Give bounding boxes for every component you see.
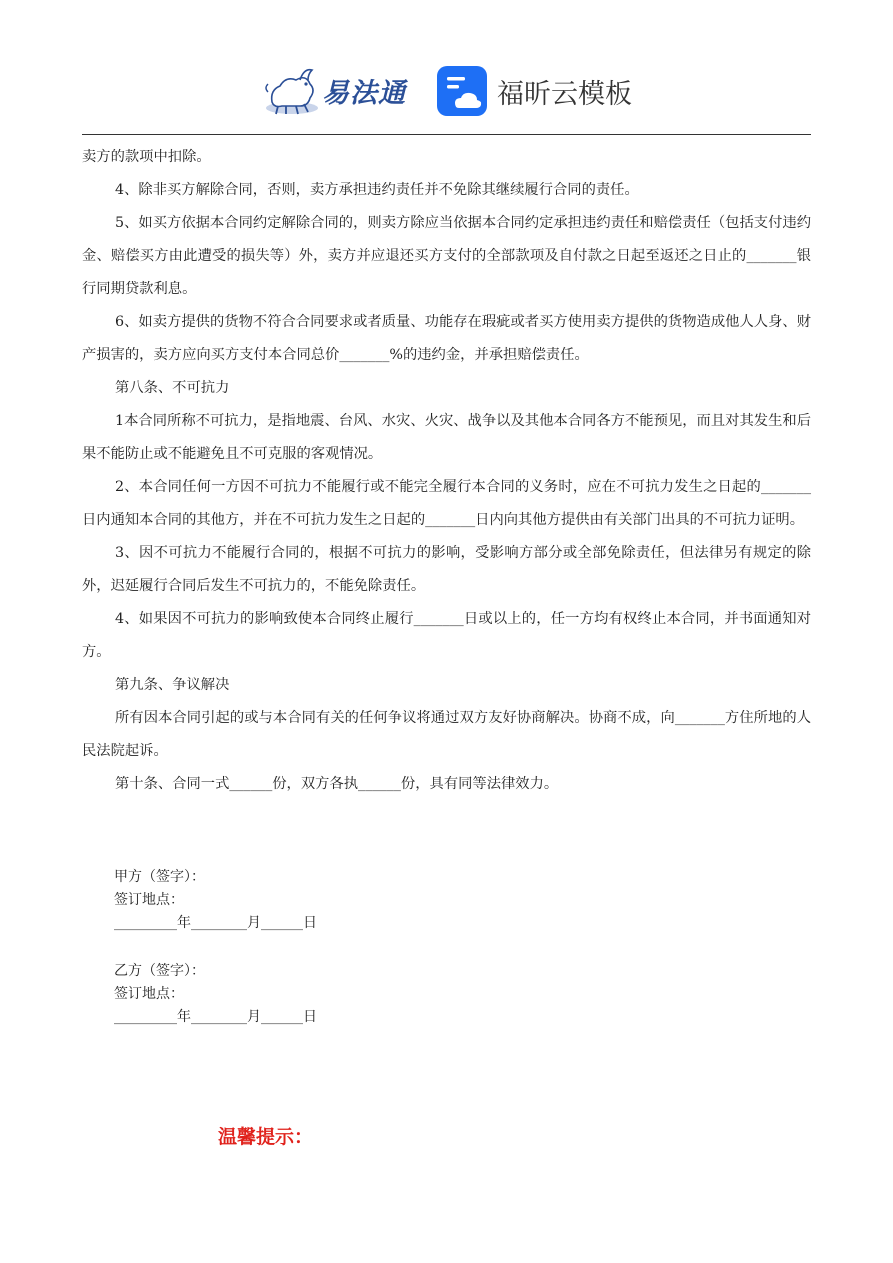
- logo2-text: 福昕云模板: [497, 78, 632, 110]
- section-heading: 第九条、争议解决: [115, 677, 230, 693]
- party-b-sign-label: 乙方（签字）：: [114, 963, 205, 979]
- page-header: [0, 0, 893, 134]
- paragraph: 6、如卖方提供的货物不符合合同要求或者质量、功能存在瑕疵或者买方使用卖方提供的货物造成他人人身、财产损害的，卖方应向买方支付本合同总价_______%的违约金，并承担赔偿责任。: [82, 314, 811, 363]
- section-heading: 第八条、不可抗力: [115, 380, 230, 396]
- paragraph: 4、如果因不可抗力的影响致使本合同终止履行_______日或以上的，任一方均有权终止本合同，并书面通知对方。: [82, 611, 811, 660]
- paragraph: 3、因不可抗力不能履行合同的，根据不可抗力的影响，受影响方部分或全部免除责任，但法律另有规定的除外，迟延履行合同后发生不可抗力的，不能免除责任。: [82, 545, 811, 594]
- party-a-date: _________年________月______日: [114, 915, 317, 931]
- party-a-place-label: 签订地点：: [114, 892, 184, 908]
- contract-body: [82, 141, 811, 801]
- paragraph: 第十条、合同一式______份，双方各执______份，具有同等法律效力。: [115, 776, 559, 792]
- warm-tip-heading: 温馨提示：: [218, 1126, 314, 1148]
- party-a-sign-label: 甲方（签字）：: [114, 869, 205, 885]
- logo1-text: 易法通: [322, 77, 406, 109]
- paragraph: 1本合同所称不可抗力，是指地震、台风、水灾、火灾、战争以及其他本合同各方不能预见，而且对其发生和后果不能防止或不能避免且不可克服的客观情况。: [82, 413, 811, 462]
- paragraph: 2、本合同任何一方因不可抗力不能履行或不能完全履行本合同的义务时，应在不可抗力发生之日起的_______日内通知本合同的其他方，并在不可抗力发生之日起的_______日内向其他方提供由有关部门出具的不可抗力证明。: [82, 479, 811, 528]
- header-divider: [82, 134, 811, 135]
- party-a-signature-block: [114, 866, 317, 935]
- yifatong-logo: [262, 62, 412, 118]
- paragraph: 5、如买方依据本合同约定解除合同的，则卖方除应当依据本合同约定承担违约责任和赔偿责任（包括支付违约金、赔偿买方由此遭受的损失等）外，卖方并应退还买方支付的全部款项及自付款之日起至返还之日止的_______银行同期贷款利息。: [82, 215, 811, 297]
- party-b-signature-block: [114, 960, 317, 1029]
- paragraph: 所有因本合同引起的或与本合同有关的任何争议将通过双方友好协商解决。协商不成，向_______方住所地的人民法院起诉。: [82, 710, 811, 759]
- party-b-date: _________年________月______日: [114, 1009, 317, 1025]
- qilin-icon: [262, 62, 320, 118]
- cloud-doc-icon: [437, 66, 487, 116]
- paragraph: 卖方的款项中扣除。: [82, 149, 211, 165]
- party-b-place-label: 签订地点：: [114, 986, 184, 1002]
- paragraph: 4、除非买方解除合同，否则，卖方承担违约责任并不免除其继续履行合同的责任。: [115, 182, 639, 198]
- foxit-template-logo: [437, 66, 632, 116]
